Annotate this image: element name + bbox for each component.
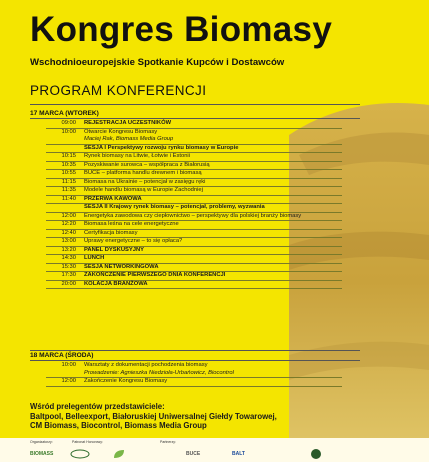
schedule-time: 10:00 — [61, 362, 76, 368]
schedule-time — [46, 204, 84, 212]
schedule-time: 11:35 — [61, 187, 76, 193]
schedule-row — [46, 281, 342, 290]
schedule-time: 13:20 — [61, 246, 76, 253]
program-heading: PROGRAM KONFERENCJI — [30, 83, 207, 98]
divider — [30, 350, 360, 351]
schedule-item-title: SESJA NETWORKINGOWA — [84, 263, 159, 270]
schedule-item — [84, 238, 342, 246]
schedule-item-speaker: Prowadzenie: Agnieszka Niedzioła-Urbańowicz, Biocontrol — [84, 369, 234, 376]
sponsor-logo-strip — [0, 438, 429, 462]
schedule-item — [84, 204, 342, 212]
schedule-row — [46, 187, 342, 196]
schedule-item — [84, 221, 342, 229]
schedule-item — [84, 162, 342, 170]
schedule-item-title: PRZERWA KAWOWA — [84, 195, 142, 202]
schedule-item-title: REJESTRACJA UCZESTNIKÓW — [84, 120, 172, 126]
schedule-time: 10:00 — [61, 128, 76, 135]
subtitle: Wschodnioeuropejskie Spotkanie Kupców i Dostawców — [30, 57, 285, 68]
schedule-item — [84, 230, 342, 238]
speakers-heading: Wśród prelegentów przedstawiciele: — [30, 402, 165, 411]
schedule-item-title: Energetyka zawodowa czy ciepłownictwo – perspektywy dla polskiej branży biomasy — [84, 212, 302, 219]
schedule-row — [46, 196, 342, 205]
divider — [30, 360, 360, 361]
schedule-row — [46, 120, 342, 129]
schedule-item — [84, 247, 342, 255]
schedule-row — [46, 170, 342, 179]
schedule-time — [46, 145, 84, 153]
schedule-row — [46, 378, 342, 387]
schedule-time: 14:30 — [61, 255, 76, 261]
schedule-row — [46, 204, 342, 213]
schedule-item — [84, 179, 342, 187]
biomass-logo: BIOMASS — [30, 451, 54, 457]
schedule-time: 12:00 — [61, 212, 76, 219]
schedule-item-title: Modele handlu biomasą w Europie Zachodniej — [84, 187, 203, 193]
schedule-row — [46, 255, 342, 264]
schedule-item-title: BUCE – platforma handlu drewnem i biomasą — [84, 170, 202, 176]
schedule-row — [46, 238, 342, 247]
balt-logo: BALT — [232, 451, 245, 457]
schedule-item — [84, 153, 342, 161]
schedule-item — [84, 378, 342, 386]
schedule-time: 09:00 — [61, 120, 76, 126]
schedule-item-title: Pozyskiwanie surowca – współpraca z Białorusią — [84, 161, 210, 168]
media-label: Partnerzy: — [160, 440, 176, 444]
speakers-line: CM Biomass, Biocontrol, Biomass Media Group — [30, 421, 207, 430]
schedule-time: 10:15 — [61, 153, 76, 159]
schedule-item-speaker: Maciej Rak, Biomass Media Group — [84, 136, 174, 142]
schedule-time: 17:30 — [61, 272, 76, 278]
partner-logo — [70, 449, 90, 459]
schedule-row — [46, 362, 342, 378]
emblem-logo — [310, 449, 322, 459]
schedule-item-title: Biomasa na Ukrainie – potencjał w zasięgu ręki — [84, 178, 206, 185]
schedule-item — [84, 120, 342, 128]
schedule-item-title: Rynek biomasy na Litwie, Łotwie i Estonii — [84, 153, 191, 159]
schedule-time: 13:00 — [61, 238, 76, 244]
schedule-item — [84, 213, 342, 221]
schedule-time: 12:20 — [61, 221, 76, 227]
schedule-item-title: Zakończenie Kongresu Biomasy — [84, 378, 168, 384]
schedule-row — [46, 153, 342, 162]
schedule-item-title: Certyfikacja biomasy — [84, 229, 138, 236]
schedule-item-title: Otwarcie Kongresu Biomasy — [84, 128, 158, 135]
schedule-item — [84, 362, 342, 377]
leaf-logo — [112, 449, 126, 459]
schedule-time: 20:00 — [61, 280, 76, 287]
schedule-item-title: SESJA II Krajowy rynek biomasy – potencjał, problemy, wyzwania — [84, 204, 265, 210]
schedule-item-title: LUNCH — [84, 255, 105, 261]
schedule-time: 12:00 — [61, 378, 76, 384]
schedule-item — [84, 281, 342, 289]
schedule-item-title: Warsztaty z dokumentacji pochodzenia biomasy — [84, 362, 208, 368]
schedule-row — [46, 213, 342, 222]
schedule-time: 11:40 — [61, 195, 76, 202]
speakers-line: Baltpool, Belleexport, Białoruskiej Uniwersalnej Giełdy Towarowej, — [30, 411, 277, 421]
partners-label: Patronat Honorowy: — [72, 440, 103, 444]
divider — [30, 104, 360, 105]
schedule-time: 10:35 — [61, 161, 76, 168]
day-one-schedule — [46, 120, 342, 289]
schedule-item — [84, 170, 342, 178]
schedule-item — [84, 255, 342, 263]
schedule-item — [84, 196, 342, 204]
schedule-time: 11:15 — [61, 178, 76, 185]
schedule-row — [46, 230, 342, 239]
speakers-section — [30, 402, 360, 431]
day-two-schedule — [46, 362, 342, 387]
buce-logo: BUCE — [186, 451, 201, 457]
day-two-heading: 18 MARCA (ŚRODA) — [30, 352, 94, 359]
organizer-label: Organizatorzy: — [30, 440, 53, 444]
schedule-item — [84, 129, 342, 144]
schedule-row — [46, 129, 342, 145]
schedule-row — [46, 247, 342, 256]
schedule-item-title: Uprawy energetyczne – to się opłaca? — [84, 238, 183, 244]
schedule-item — [84, 145, 342, 153]
divider — [30, 118, 360, 119]
schedule-time: 15:30 — [61, 263, 76, 270]
schedule-item-title: SESJA I Perspektywy rozwoju rynku biomasy w Europie — [84, 144, 239, 151]
schedule-item — [84, 272, 342, 280]
schedule-item-title: ZAKOŃCZENIE PIERWSZEGO DNIA KONFERENCJI — [84, 272, 226, 278]
day-one-heading: 17 MARCA (WTOREK) — [30, 110, 99, 117]
schedule-item — [84, 264, 342, 272]
schedule-time: 10:55 — [61, 170, 76, 176]
schedule-row — [46, 221, 342, 230]
schedule-row — [46, 264, 342, 273]
schedule-time: 12:40 — [61, 229, 76, 236]
schedule-item-title: Biomasa leśna na cele energetyczne — [84, 221, 179, 227]
schedule-item — [84, 187, 342, 195]
schedule-row — [46, 179, 342, 188]
schedule-item-title: PANEL DYSKUSYJNY — [84, 246, 145, 253]
schedule-item-title: KOLACJA BRANŻOWA — [84, 280, 148, 287]
schedule-row — [46, 162, 342, 171]
schedule-row — [46, 145, 342, 154]
page-title: Kongres Biomasy — [30, 10, 333, 49]
schedule-row — [46, 272, 342, 281]
